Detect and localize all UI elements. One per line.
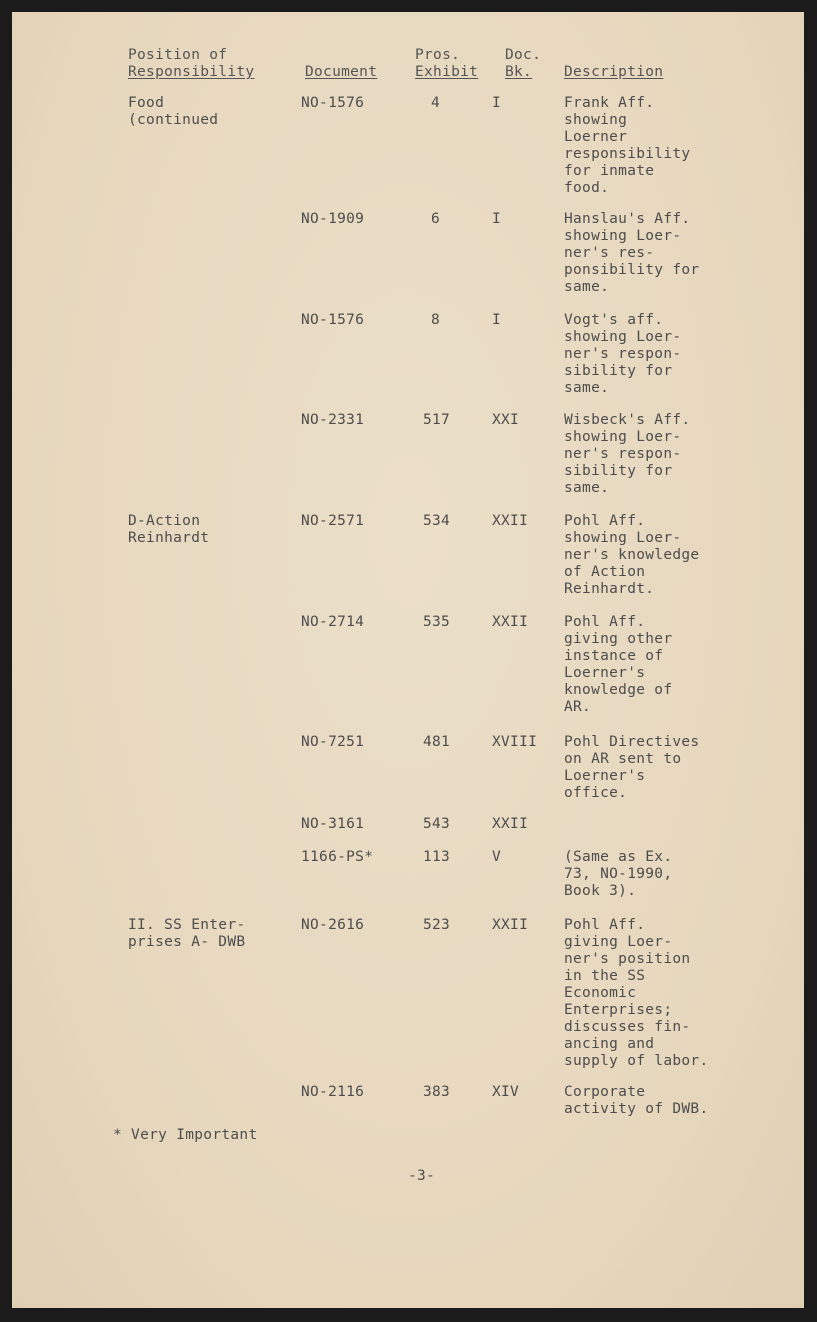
- row-3-description: Vogt's aff. showing Loer- ner's respon- sibility for same.: [564, 312, 682, 396]
- header-exhibit-line1: Pros.: [415, 47, 461, 63]
- row-1-book: I: [492, 95, 502, 111]
- row-1-exhibit: 4: [431, 95, 441, 111]
- row-8-exhibit: 543: [423, 816, 451, 832]
- row-2-book: I: [492, 211, 502, 227]
- row-10-position: II. SS Enter- prises A- DWB: [128, 917, 246, 950]
- row-4-book: XXI: [492, 412, 520, 428]
- page-number: -3-: [408, 1168, 436, 1184]
- row-1-document: NO-1576: [301, 95, 365, 111]
- row-6-document: NO-2714: [301, 614, 365, 630]
- row-6-exhibit: 535: [423, 614, 451, 630]
- row-5-description: Pohl Aff. showing Loer- ner's knowledge of Action Reinhardt.: [564, 513, 700, 597]
- row-9-document: 1166-PS*: [301, 849, 374, 865]
- row-8-document: NO-3161: [301, 816, 365, 832]
- row-4-document: NO-2331: [301, 412, 365, 428]
- header-position-line1: Position of: [128, 47, 228, 63]
- row-10-document: NO-2616: [301, 917, 365, 933]
- row-1-position: Food (continued: [128, 95, 219, 128]
- row-8-book: XXII: [492, 816, 529, 832]
- row-4-description: Wisbeck's Aff. showing Loer- ner's respon- sibility for same.: [564, 412, 691, 496]
- row-1-description: Frank Aff. showing Loerner responsibility for inmate food.: [564, 95, 691, 196]
- row-5-document: NO-2571: [301, 513, 365, 529]
- row-5-position: D-Action Reinhardt: [128, 513, 210, 546]
- header-description: Description: [564, 64, 664, 80]
- header-position-line2: Responsibility: [128, 64, 255, 80]
- row-10-exhibit: 523: [423, 917, 451, 933]
- row-10-description: Pohl Aff. giving Loer- ner's position in the SS Economic Enterprises; discusses fin- ancing and supply of labor.: [564, 917, 709, 1069]
- row-10-book: XXII: [492, 917, 529, 933]
- row-9-description: (Same as Ex. 73, NO-1990, Book 3).: [564, 849, 673, 899]
- row-11-description: Corporate activity of DWB.: [564, 1084, 709, 1117]
- row-11-document: NO-2116: [301, 1084, 365, 1100]
- header-book-line2: Bk.: [505, 64, 533, 80]
- row-6-description: Pohl Aff. giving other instance of Loerner's knowledge of AR.: [564, 614, 673, 715]
- row-7-book: XVIII: [492, 734, 538, 750]
- row-5-exhibit: 534: [423, 513, 451, 529]
- row-9-book: V: [492, 849, 502, 865]
- row-2-document: NO-1909: [301, 211, 365, 227]
- row-3-document: NO-1576: [301, 312, 365, 328]
- row-2-exhibit: 6: [431, 211, 441, 227]
- header-book-line1: Doc.: [505, 47, 542, 63]
- row-6-book: XXII: [492, 614, 529, 630]
- header-exhibit-line2: Exhibit: [415, 64, 479, 80]
- row-11-book: XIV: [492, 1084, 520, 1100]
- row-7-document: NO-7251: [301, 734, 365, 750]
- row-3-exhibit: 8: [431, 312, 441, 328]
- row-7-description: Pohl Directives on AR sent to Loerner's office.: [564, 734, 700, 801]
- header-document: Document: [305, 64, 378, 80]
- row-4-exhibit: 517: [423, 412, 451, 428]
- row-5-book: XXII: [492, 513, 529, 529]
- row-7-exhibit: 481: [423, 734, 451, 750]
- document-page: [12, 12, 804, 1308]
- footnote: * Very Important: [113, 1127, 258, 1143]
- row-3-book: I: [492, 312, 502, 328]
- row-9-exhibit: 113: [423, 849, 451, 865]
- row-2-description: Hanslau's Aff. showing Loer- ner's res- ponsibility for same.: [564, 211, 700, 295]
- row-11-exhibit: 383: [423, 1084, 451, 1100]
